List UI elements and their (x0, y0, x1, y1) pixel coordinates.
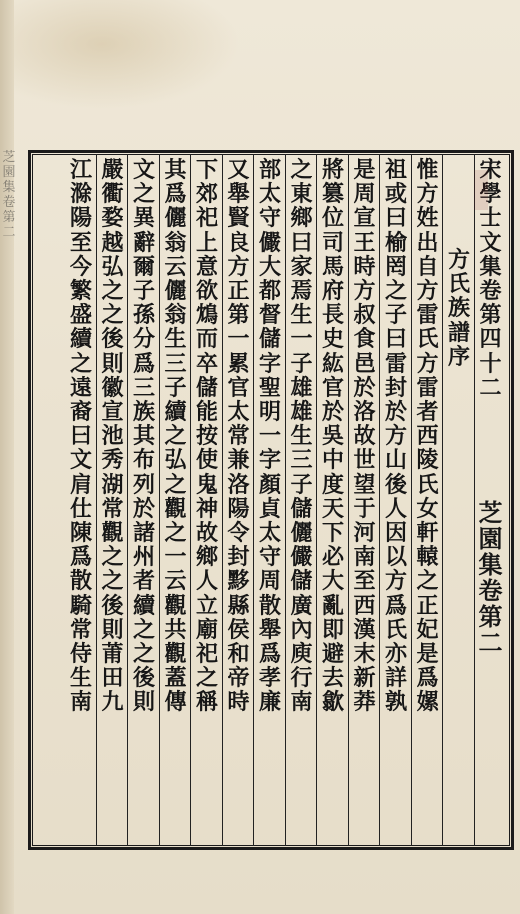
column-rule (190, 154, 191, 846)
column-rule (96, 154, 97, 846)
text-column-2: 祖 或 曰 榆 罔 之 子 曰 雷 封 於 方 山 後 人 因 以 方 爲 氏 亦 詳 孰 (384, 157, 407, 716)
column-rule (159, 154, 160, 846)
text-column-9: 其 爲 儷 翁 云 儷 翁 生 三 子 續 之 弘 之 觀 之 一 云 觀 共 觀 蓋 傳 (164, 157, 187, 716)
text-column-12: 江 滁 陽 至 今 繁 盛 續 之 遠 裔 曰 文 肩 仕 陳 爲 散 騎 常 侍 生 南 (69, 157, 92, 716)
adjacent-page-text: 芝 園 集 卷 第 二 (2, 150, 16, 240)
text-column-4: 將 篡 位 司 馬 府 長 史 紘 官 於 吳 中 度 天 下 必 大 亂 即 避 去 歙 (321, 157, 344, 716)
column-rule (253, 154, 254, 846)
section-title-column: 方 氏 族 譜 序 (447, 247, 470, 370)
text-column-10: 文 之 異 辭 爾 子 孫 分 爲 三 族 其 布 列 於 諸 州 者 續 之 之 後 則 (132, 157, 155, 716)
header-column: 宋 學 士 文 集 卷 第 四 十 二 (479, 157, 502, 401)
paper-stain (10, 0, 240, 110)
column-rule (222, 154, 223, 846)
library-seal (474, 170, 488, 210)
column-rule (411, 154, 412, 846)
text-column-11: 嚴 衢 婺 越 弘 之 之 後 則 徽 宣 池 秀 湖 常 觀 之 之 後 則 莆 田 九 (101, 157, 124, 716)
text-column-5: 之 東 鄉 曰 家 焉 生 一 子 雄 雄 生 三 子 儲 儷 儼 儲 廣 內 庾 行 南 (290, 157, 313, 716)
text-column-7: 又 舉 賢 良 方 正 第 一 累 官 太 常 兼 洛 陽 令 封 黟 縣 侯 和 帝 時 (227, 157, 250, 716)
column-rule (285, 154, 286, 846)
column-rule (127, 154, 128, 846)
text-column-1: 惟 方 姓 出 自 方 雷 氏 方 雷 者 西 陵 氏 女 軒 轅 之 正 妃 是 爲 嫘 (416, 157, 439, 716)
text-column-8: 下 郊 祀 上 意 欲 鴆 而 卒 儲 能 按 使 鬼 神 故 鄉 人 立 廟 祀 之 稱 (195, 157, 218, 716)
text-column-6: 部 太 守 儼 大 都 督 儲 字 聖 明 一 字 顏 貞 太 守 周 散 舉 爲 孝 廉 (258, 157, 281, 716)
column-rule (348, 154, 349, 846)
column-rule (379, 154, 380, 846)
footer-title-column: 芝 園 集 卷 第 二 (478, 498, 503, 657)
column-rule (442, 154, 443, 846)
column-rule (316, 154, 317, 846)
text-column-3: 是 周 宣 王 時 方 叔 食 邑 於 洛 故 世 望 于 河 南 至 西 漢 末 新 莽 (353, 157, 376, 716)
